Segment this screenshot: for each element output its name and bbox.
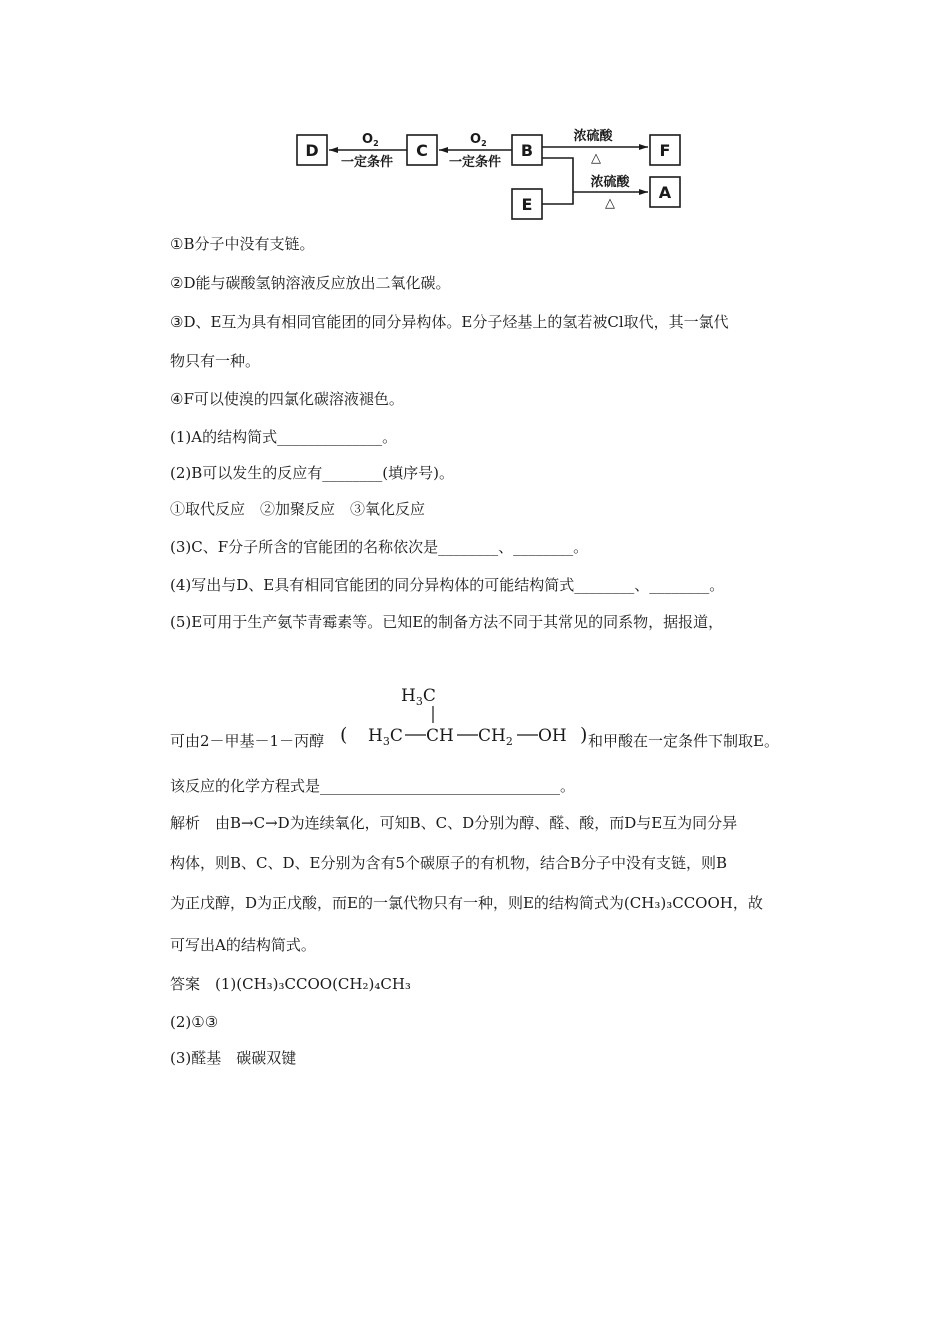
condition-3: ③D、E互为具有相同官能团的同分异构体。E分子烃基上的氢若被Cl取代，其一氯代 [170,313,729,331]
ch-group: CH [426,726,454,746]
answer-3: (3)醛基 碳碳双键 [170,1049,297,1067]
arrow-bc-condition: 一定条件 [448,155,502,170]
condition-4: ④F可以使溴的四氯化碳溶液褪色。 [170,390,404,408]
analysis-line-4: 可写出A的结构简式。 [170,936,316,954]
analysis-line-3: 为正戊醇，D为正戊酸，而E的一氯代物只有一种，则E的结构简式为(CH₃)₃CCOOH，故 [170,894,763,912]
node-e: E [521,195,533,214]
arrow-cd-reagent: $O_2$ [362,132,379,148]
node-a: A [658,183,672,202]
node-d: D [305,141,319,160]
node-c: C [416,141,428,160]
structural-formula [340,683,600,753]
close-paren: ) [580,724,588,746]
open-paren: ( [340,724,348,746]
analysis-line-2: 构体，则B、C、D、E分别为含有5个碳原子的有机物，结合B分子中没有支链，则B [170,854,728,872]
question-1: (1)A的结构简式______________。 [170,428,398,446]
ch2-group: $CH_2$ [478,726,513,748]
arrow-a-heat: △ [605,196,615,211]
answer-2: (2)①③ [170,1013,219,1031]
question-5-reactant-prefix: 可由2－甲基－1－丙醇 [170,732,325,750]
arrow-bc-reagent: $O_2$ [470,132,487,148]
question-5-equation: 该反应的化学方程式是________________________________。 [170,777,576,795]
question-3: (3)C、F分子所含的官能团的名称依次是________、________。 [170,538,589,556]
question-5-reactant-suffix: 和甲酸在一定条件下制取E。 [588,732,779,750]
condition-1: ①B分子中没有支链。 [170,235,315,253]
h3c-group: $H_3C$ [368,726,403,748]
arrow-cd-condition: 一定条件 [340,155,394,170]
node-b: B [520,141,534,160]
arrow-bf-heat: △ [591,151,601,166]
question-2-options: ①取代反应 ②加聚反应 ③氧化反应 [170,500,426,518]
oh-group: OH [538,726,567,746]
arrow-bf-reagent: 浓硫酸 [573,129,613,144]
node-f: F [659,141,671,160]
answer-1: 答案 (1)(CH₃)₃CCOO(CH₂)₄CH₃ [170,975,411,993]
reaction-diagram [290,125,690,225]
arrow-a-reagent: 浓硫酸 [590,175,630,190]
condition-3-cont: 物只有一种。 [170,352,261,370]
methyl-group: $H_3C$ [401,686,436,708]
question-2: (2)B可以发生的反应有________(填序号)。 [170,464,454,482]
analysis-line-1: 解析 由B→C→D为连续氧化，可知B、C、D分别为醇、醛、酸，而D与E互为同分异 [170,814,738,832]
question-5: (5)E可用于生产氨苄青霉素等。已知E的制备方法不同于其常见的同系物，据报道， [170,613,724,631]
condition-2: ②D能与碳酸氢钠溶液反应放出二氧化碳。 [170,274,451,292]
bracket-b-e [542,158,573,204]
question-4: (4)写出与D、E具有相同官能团的同分异构体的可能结构简式________、________。 [170,576,725,594]
